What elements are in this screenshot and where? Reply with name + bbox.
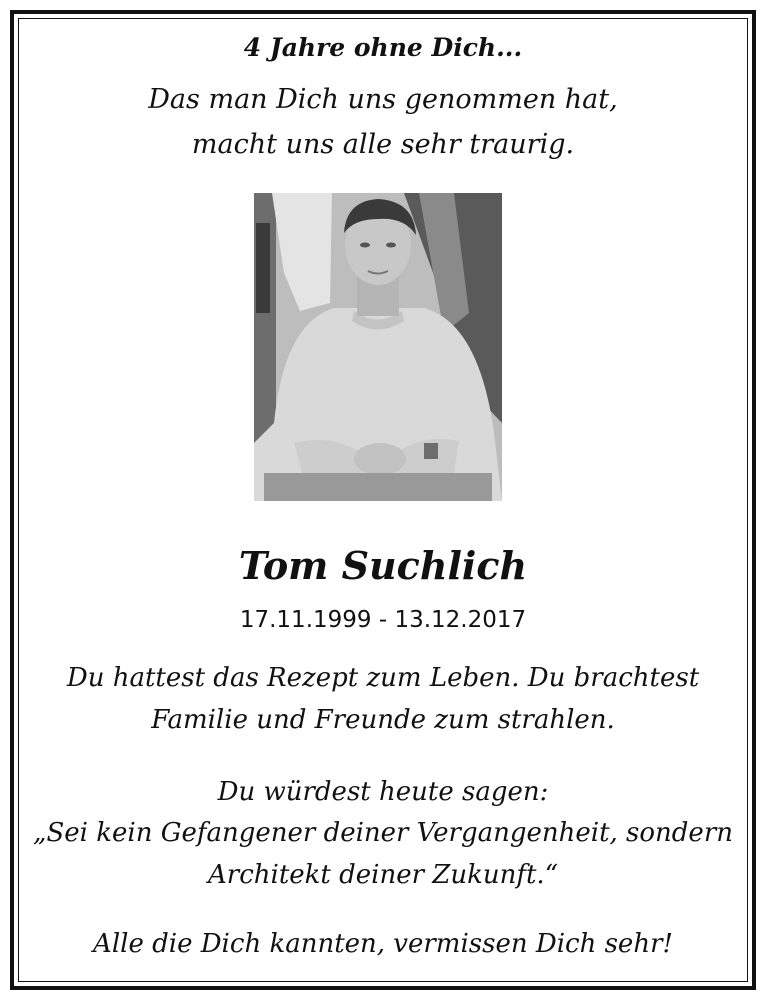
paragraph-1-line-1: Du hattest das Rezept zum Leben. Du brachtest: [66, 663, 700, 693]
portrait-illustration: [254, 193, 502, 501]
paragraph-2-line-1: Du würdest heute sagen:: [217, 777, 549, 807]
quote-line-1: „Sei kein Gefangener deiner Vergangenheit, sondern: [32, 818, 733, 848]
life-dates: 17.11.1999 - 13.12.2017: [239, 607, 527, 633]
paragraph-1-line-2: Familie und Freunde zum strahlen.: [151, 705, 615, 735]
header-line-1: 4 Jahre ohne Dich...: [243, 33, 523, 62]
header-line-2: Das man Dich uns genommen hat,: [148, 84, 618, 115]
header-line-3: macht uns alle sehr traurig.: [191, 129, 575, 160]
quote-line-2: Architekt deiner Zukunft.“: [208, 860, 558, 890]
closing-line: Alle die Dich kannten, vermissen Dich sehr!: [93, 929, 673, 959]
portrait-photo: [254, 193, 502, 501]
deceased-name: Tom Suchlich: [238, 543, 528, 588]
